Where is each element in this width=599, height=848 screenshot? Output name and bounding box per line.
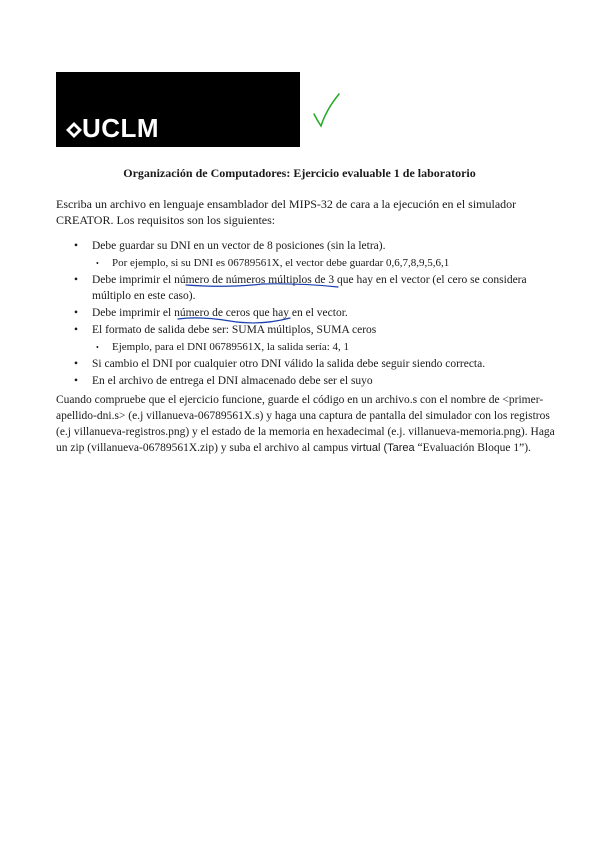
logo-wordmark: UCLM (82, 113, 160, 143)
intro-paragraph: Escriba un archivo en lenguaje ensamblador del MIPS-32 de cara a la ejecución en el simulador CREATOR. Los requisitos son los siguientes: (56, 197, 517, 227)
requirement-item: • Debe imprimir el número de ceros que hay en el vector. (56, 305, 556, 321)
university-name (186, 111, 326, 137)
university-line-1: Universidad de (186, 111, 269, 123)
requirement-item: • Si cambio el DNI por cualquier otro DNI válido la salida debe seguir siendo correcta. (56, 356, 556, 372)
closing-text-end: “Evaluación Bloque 1”). (417, 442, 531, 454)
requirement-subitem: • Ejemplo, para el DNI 06789561X, la salida sería: 4, 1 (56, 339, 556, 355)
document-title: Organización de Computadores: Ejercicio evaluable 1 de laboratorio (123, 166, 476, 180)
requirement-subitem: • Por ejemplo, si su DNI es 06789561X, el vector debe guardar 0,6,7,8,9,5,6,1 (56, 255, 556, 271)
closing-text-sans: virtual (Tarea (351, 442, 415, 454)
requirement-item: • Debe guardar su DNI en un vector de 8 posiciones (sin la letra). (56, 238, 556, 254)
requirements-list (56, 238, 556, 390)
closing-text: Cuando compruebe que el ejercicio funcione, guarde el código en un archivo.s con el nombre de <primer-apellido-dni.s> (e.j villanueva-06789561X.s) y haga una captura de pantalla del simulador con los registros (e.j villanueva-registros.png) y el estado de la memoria en hexadecimal (e.j. villanueva-memoria.png). Haga un zip (villanueva-06789561X.zip) y suba el archivo al campus (56, 394, 555, 454)
handwritten-checkmark-icon (312, 90, 342, 130)
university-line-2: Castilla-La Mancha (186, 124, 291, 136)
requirement-item: • El formato de salida debe ser: SUMA múltiplos, SUMA ceros (56, 322, 556, 338)
closing-paragraph (56, 392, 556, 456)
uclm-emblem-icon (65, 121, 83, 139)
requirement-item: • Debe imprimir el número de números múltiplos de 3 que hay en el vector (el cero se considera múltiplo en este caso). (56, 272, 556, 304)
requirement-item: • En el archivo de entrega el DNI almacenado debe ser el suyo (56, 373, 556, 389)
